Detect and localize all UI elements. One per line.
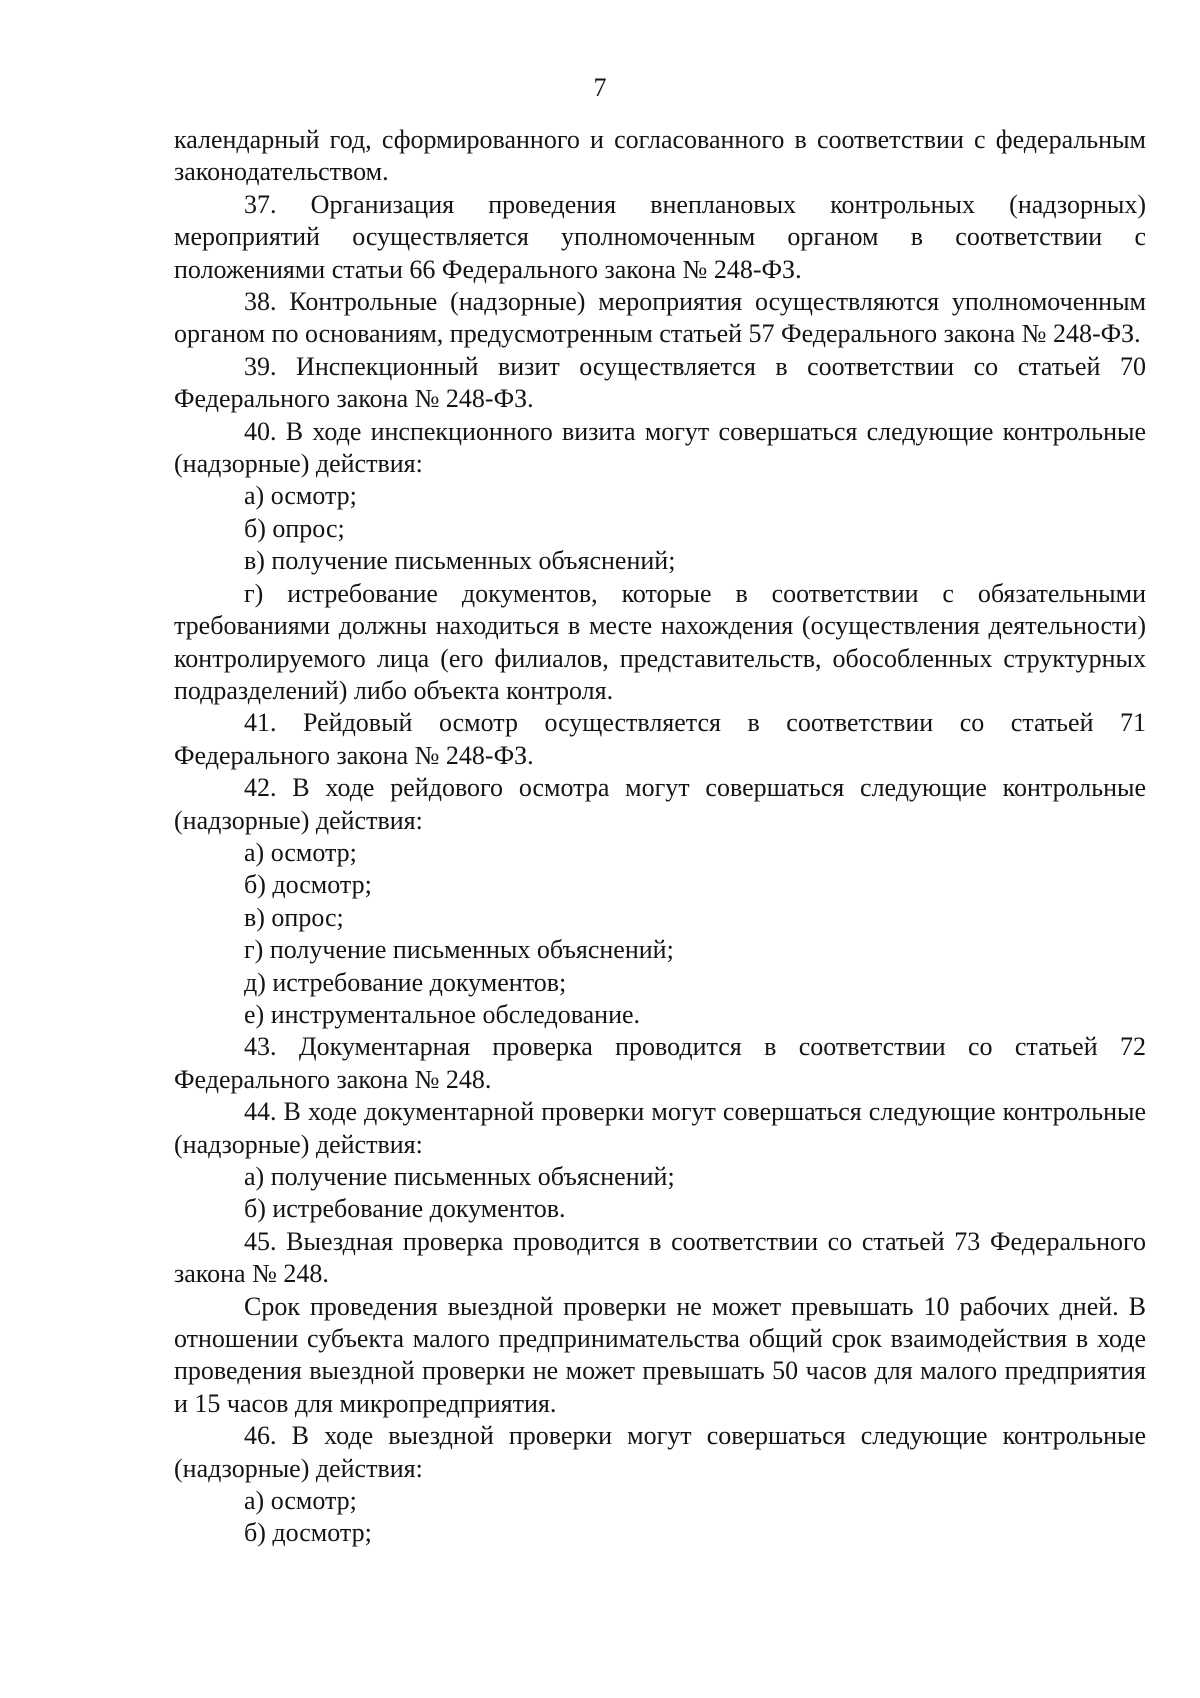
paragraph: е) инструментальное обследование.	[244, 999, 641, 1029]
paragraph: б) досмотр;	[244, 1518, 372, 1548]
paragraph: 38. Контрольные (надзорные) мероприятия осуществляются уполномоченным органом по основаниям, предусмотренным статьей 57 Федерального закона № 248-ФЗ.	[174, 287, 1146, 349]
paragraph: 46. В ходе выездной проверки могут совершаться следующие контрольные (надзорные) действия:	[174, 1421, 1146, 1483]
paragraph: в) получение письменных объяснений;	[244, 546, 676, 576]
paragraph: 44. В ходе документарной проверки могут совершаться следующие контрольные (надзорные) действия:	[174, 1097, 1146, 1159]
paragraph: 40. В ходе инспекционного визита могут совершаться следующие контрольные (надзорные) действия:	[174, 416, 1146, 479]
paragraph: Срок проведения выездной проверки не может превышать 10 рабочих дней. В отношении субъекта малого предпринимательства общий срок взаимодействия в ходе проведения выездной проверки не может превышать 50 часов для малого предприятия и 15 часов для микропредприятия.	[174, 1291, 1146, 1418]
paragraph: а) осмотр;	[244, 481, 357, 511]
paragraph: д) истребование документов;	[244, 967, 567, 997]
paragraph: а) осмотр;	[244, 1486, 357, 1516]
paragraph: 43. Документарная проверка проводится в соответствии со статьей 72 Федерального закона № 248.	[174, 1032, 1146, 1094]
paragraph: б) истребование документов.	[244, 1194, 566, 1224]
page-number: 7	[593, 73, 607, 102]
document-body	[174, 124, 1146, 1550]
paragraph: календарный год, сформированного и согласованного в соответствии с федеральным законодательством.	[174, 125, 1146, 187]
paragraph: 39. Инспекционный визит осуществляется в соответствии со статьей 70 Федерального закона № 248-ФЗ.	[174, 351, 1146, 414]
paragraph: б) опрос;	[244, 513, 345, 543]
paragraph: а) осмотр;	[244, 837, 357, 867]
paragraph: в) опрос;	[244, 902, 344, 932]
paragraph: 37. Организация проведения внеплановых контрольных (надзорных) мероприятий осуществляется уполномоченным органом в соответствии с положениями статьи 66 Федерального закона № 248-ФЗ.	[174, 189, 1146, 284]
paragraph: 42. В ходе рейдового осмотра могут совершаться следующие контрольные (надзорные) действия:	[174, 773, 1146, 835]
paragraph: г) получение письменных объяснений;	[244, 935, 674, 965]
paragraph: 41. Рейдовый осмотр осуществляется в соответствии со статьей 71 Федерального закона № 248-ФЗ.	[174, 708, 1146, 770]
paragraph: б) досмотр;	[244, 870, 372, 900]
paragraph: а) получение письменных объяснений;	[244, 1162, 675, 1191]
paragraph: г) истребование документов, которые в соответствии с обязательными требованиями должны находиться в месте нахождения (осуществления деятельности) контролируемого лица (его филиалов, представительств, обособленных структурных подразделений) либо объекта контроля.	[174, 578, 1146, 705]
paragraph: 45. Выездная проверка проводится в соответствии со статьей 73 Федерального закона № 248.	[174, 1226, 1146, 1289]
